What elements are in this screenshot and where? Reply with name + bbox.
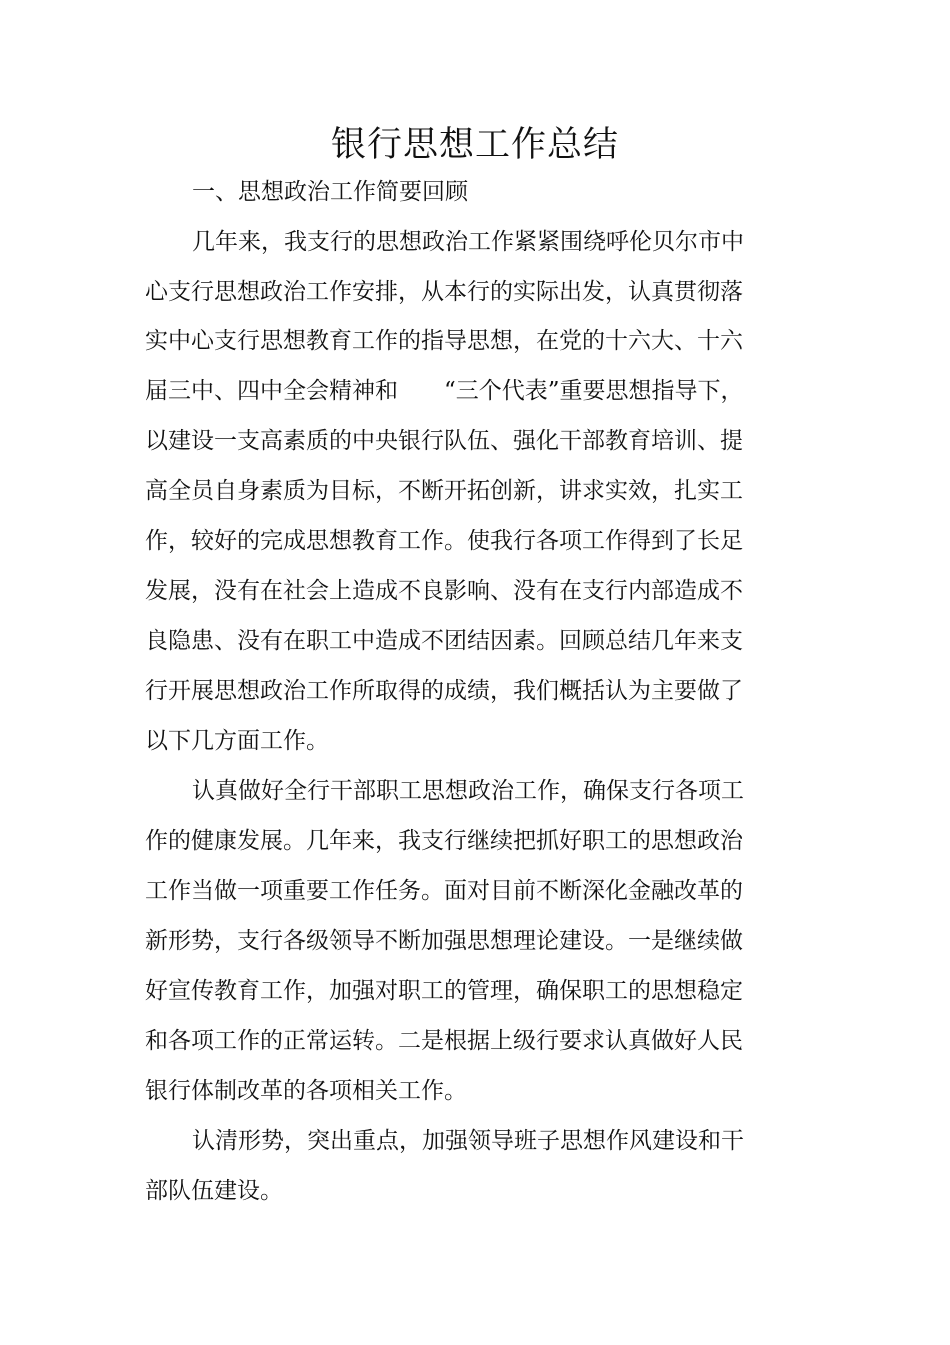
text-line: 工作当做一项重要工作任务。面对目前不断深化金融改革的 [145, 878, 743, 904]
text-line: 心支行思想政治工作安排，从本行的实际出发，认真贯彻落 [145, 279, 743, 305]
text-line: 良隐患、没有在职工中造成不团结因素。回顾总结几年来支 [145, 628, 743, 654]
document-title: 银行思想工作总结 [330, 125, 619, 165]
text-line: 作，较好的完成思想教育工作。使我行各项工作得到了长足 [145, 528, 743, 554]
text-line: 银行体制改革的各项相关工作。 [145, 1078, 467, 1104]
text-line: 以下几方面工作。 [145, 728, 329, 754]
text-line: 新形势，支行各级领导不断加强思想理论建设。一是继续做 [145, 928, 743, 954]
text-line: 几年来，我支行的思想政治工作紧紧围绕呼伦贝尔市中 [192, 229, 744, 255]
text-line: 发展，没有在社会上造成不良影响、没有在支行内部造成不 [145, 578, 743, 604]
text-line: 行开展思想政治工作所取得的成绩，我们概括认为主要做了 [145, 678, 743, 704]
text-line: 认清形势，突出重点，加强领导班子思想作风建设和干 [192, 1128, 744, 1154]
section-heading: 一、思想政治工作简要回顾 [192, 179, 468, 205]
text-line: 和各项工作的正常运转。二是根据上级行要求认真做好人民 [145, 1028, 743, 1054]
text-line: 作的健康发展。几年来，我支行继续把抓好职工的思想政治 [145, 828, 743, 854]
text-line: 以建设一支高素质的中央银行队伍、强化干部教育培训、提 [145, 428, 743, 454]
text-line: 高全员自身素质为目标，不断开拓创新，讲求实效，扎实工 [145, 478, 743, 504]
text-line: 届三中、四中全会精神和 “三个代表”重要思想指导下， [145, 378, 744, 404]
text-line: 认真做好全行干部职工思想政治工作，确保支行各项工 [192, 778, 744, 804]
text-line: 实中心支行思想教育工作的指导思想，在党的十六大、十六 [145, 328, 743, 354]
text-line: 部队伍建设。 [145, 1178, 283, 1204]
text-line: 好宣传教育工作，加强对职工的管理，确保职工的思想稳定 [145, 978, 743, 1004]
